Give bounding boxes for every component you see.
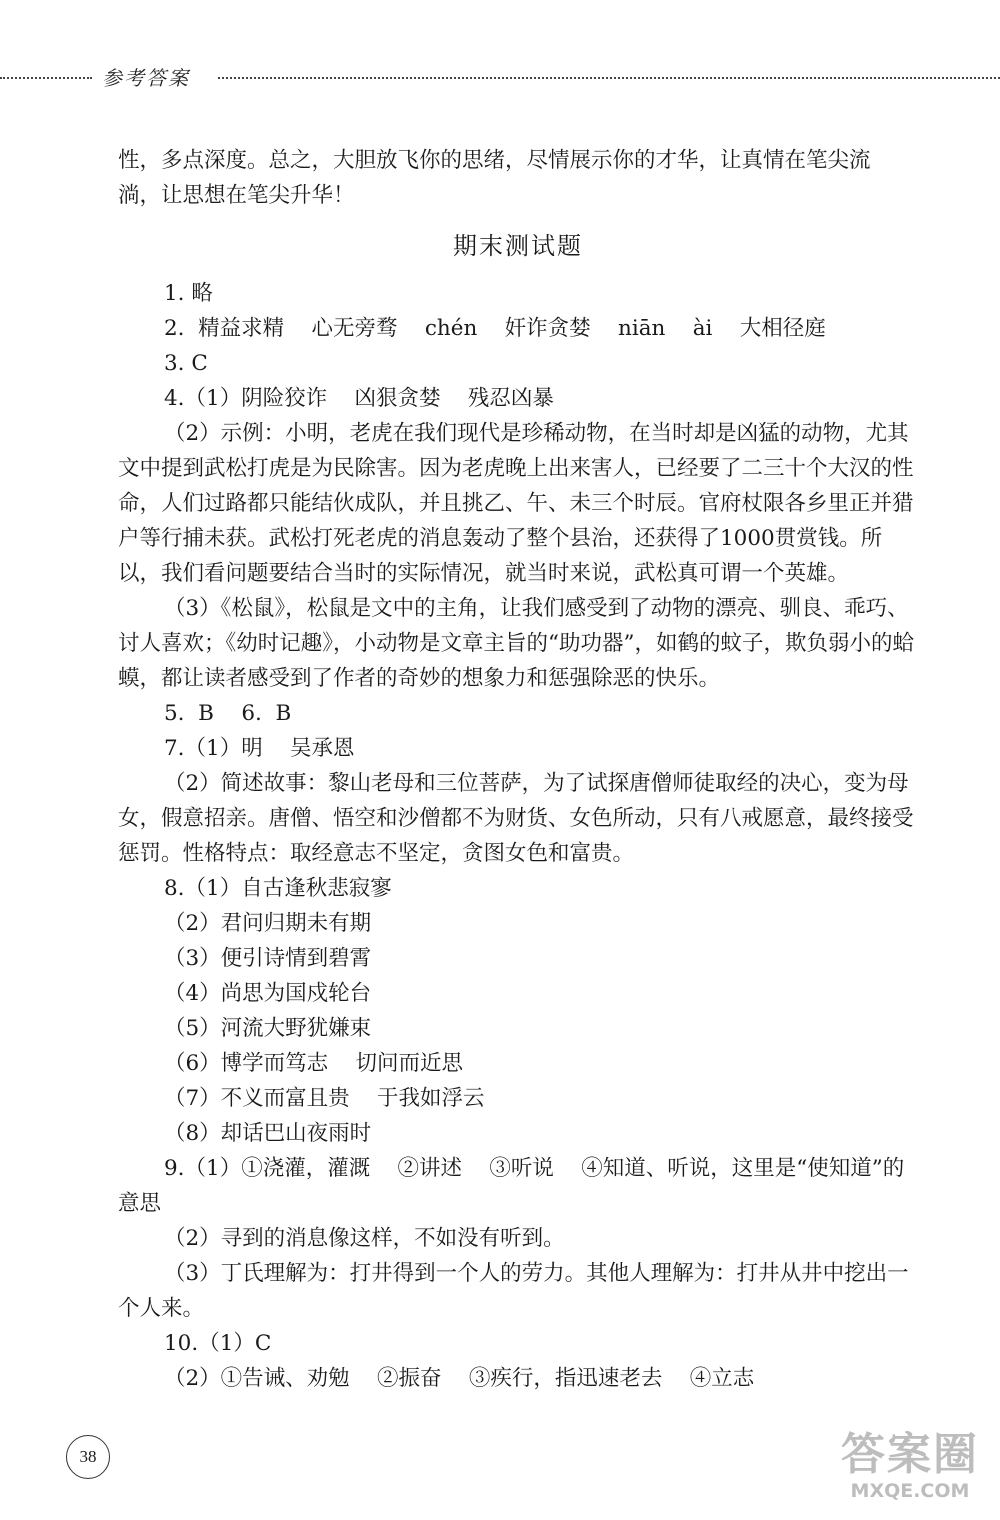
answer-7-2: （2）简述故事：黎山老母和三位菩萨，为了试探唐僧师徒取经的决心，变为母女，假意招亲。唐僧、悟空和沙僧都不为财货、女色所动，只有八戒愿意，最终接受惩罚。性格特点：取经意志不坚定，贪图女色和富贵。 [118,771,914,866]
answer-8-7: （7）不义而富且贵 于我如浮云 [164,1086,485,1111]
answer-content [118,143,918,1396]
watermark-logo [830,1430,990,1510]
answer-3: 3. C [164,351,208,376]
answer-4-2: （2）示例：小明，老虎在我们现代是珍稀动物，在当时却是凶猛的动物，尤其文中提到武松打虎是为民除害。因为老虎晚上出来害人，已经要了二三十个大汉的性命，人们过路都只能结伙成队，并且挑乙、午、未三个时辰。官府杖限各乡里正并猎户等行捕未获。武松打死老虎的消息轰动了整个县治，还获得了1000贯赏钱。所以，我们看问题要结合当时的实际情况，就当时来说，武松真可谓一个英雄。 [118,421,914,586]
answer-8-5: （5）河流大野犹嫌束 [164,1016,372,1041]
answer-8-6: （6）博学而笃志 切问而近思 [164,1051,464,1076]
page-header [0,62,1000,92]
header-dotted-rule-left [0,77,92,79]
page-number: 38 [66,1435,110,1479]
answer-9-2: （2）寻到的消息像这样，不如没有听到。 [164,1226,565,1251]
header-dotted-rule-right [218,77,1000,79]
watermark-sub-text: MXQE.COM [850,1480,970,1502]
answer-1: 1. 略 [164,281,213,306]
answer-4-3: （3）《松鼠》，松鼠是文中的主角，让我们感受到了动物的漂亮、驯良、乖巧、讨人喜欢；《幼时记趣》，小动物是文章主旨的“助功器”，如鹤的蚊子，欺负弱小的蛤蟆，都让读者感受到了作者的奇妙的想象力和惩强除恶的快乐。 [118,596,914,691]
header-title: 参考答案 [102,66,190,90]
watermark-main-text: 答案圈 [841,1429,979,1480]
section-title: 期末测试题 [453,232,583,260]
answer-8-3: （3）便引诗情到碧霄 [164,946,372,971]
answer-8-2: （2）君问归期未有期 [164,911,372,936]
answer-4-1: 4.（1）阴险狡诈 凶狠贪婪 残忍凶暴 [164,386,554,411]
answer-8-8: （8）却话巴山夜雨时 [164,1121,372,1146]
answer-10-2: （2）①告诫、劝勉 ②振奋 ③疾行，指迅速老去 ④立志 [164,1366,755,1391]
answer-10-1: 10.（1）C [164,1331,272,1356]
answer-2: 2. 精益求精 心无旁骛 chén 奸诈贪婪 niān ài 大相径庭 [164,316,826,341]
answer-9-1: 9.（1）①浇灌，灌溉 ②讲述 ③听说 ④知道、听说，这里是“使知道”的意思 [118,1156,905,1216]
intro-line-1: 性，多点深度。总之，大胆放飞你的思绪，尽情展示你的才华，让真情在笔尖流 [118,148,871,173]
answer-8-1: 8.（1）自古逢秋悲寂寥 [164,876,392,901]
intro-line-2: 淌，让思想在笔尖升华！ [118,183,355,208]
answer-8-4: （4）尚思为国戍轮台 [164,981,372,1006]
answer-7-1: 7.（1）明 吴承恩 [164,736,355,761]
answer-5-6: 5. B 6. B [164,701,292,726]
answer-9-3: （3）丁氏理解为：打井得到一个人的劳力。其他人理解为：打井从井中挖出一个人来。 [118,1261,909,1321]
